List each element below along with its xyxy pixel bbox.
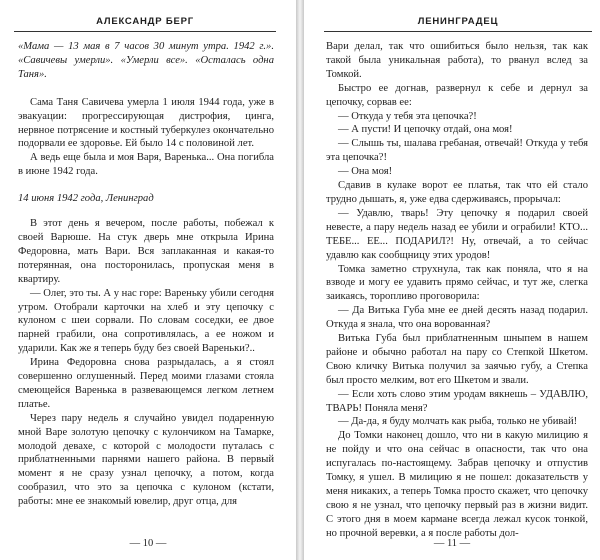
left-text-column (18, 40, 274, 509)
paragraph: Сама Таня Савичева умерла 1 июля 1944 года, уже в эвакуации: прогрессирующая дистрофия, цинга, нервное потрясение и костный туберкулез окончательно подорвали ее здоровье. Ей было 14 с половиной лет. (18, 96, 274, 150)
right-page (304, 0, 600, 560)
paragraph: — Олег, это ты. А у нас горе: Вареньку убили сегодня утром. Отобрали карточки на хлеб и эту цепочку с кулоном с шеи сорвали. По словам соседки, ее двое парней грабили, она сопротивлялась, а ее ножом и ударили. Как же я теперь буду без своей Вареньки?.. (18, 287, 274, 355)
paragraph: Через пару недель я случайно увидел подаренную мной Варе золотую цепочку с кулончиком на Тамарке, молодой девахе, с которой с молодости путалась с приблатненными парнями нашего района. В первый момент я не сразу узнал цепочку, а потом, когда сообразил, что это за цепочка с кулоном (кстати, работы: мне ее знакомый ювелир, друг отца, для (18, 412, 274, 508)
page-number: — 11 — (433, 538, 471, 549)
left-page (0, 0, 296, 560)
diary-quote: «Мама — 13 мая в 7 часов 30 минут утра. 1942 г.». «Савичевы умерли». «Умерли все». «Осталась одна Таня». (18, 41, 274, 80)
paragraph: Быстро ее догнав, развернул к себе и дернул за цепочку, сорвав ее: (326, 82, 588, 108)
dialogue-line: — Да Витька Губа мне ее дней десять назад подарил. Откуда я знала, что она ворованная? (326, 305, 588, 331)
book-title-header: ЛЕНИНГРАДЕЦ (417, 16, 499, 27)
dialogue-line: — А пусти! И цепочку отдай, она моя! (338, 124, 513, 136)
dialogue-line: — Удавлю, тварь! Эту цепочку я подарил своей невесте, а пару недель назад ее убили и ограбили! КТО... ТЕБЕ... ЕЕ... ПОДАРИЛ?! Ну, отвечай, а то сейчас удавлю как сообщницу этих уродов! (326, 207, 588, 261)
paragraph: До Томки наконец дошло, что ни в какую милицию я не пойду и что она сейчас в опасности, так что она испугалась по-настоящему. Забрав цепочку и отпустив Томку, я ушел. В милицию я не пошел: доказательств у меня никаких, а теперь Томка просто скажет, что цепочку свою я не узнал, что цепочку первый раз в жизни видит. С этого дня в моем кармане всегда лежал кусок тонкой, но прочной веревки, а я после работы дол- (326, 430, 588, 539)
right-text-column (326, 40, 588, 541)
section-heading: 14 июня 1942 года, Ленинград (18, 193, 154, 205)
running-header (324, 10, 592, 32)
paragraph: В этот день я вечером, после работы, побежал к своей Варюше. На стук дверь мне открыла Ирина Федоровна, мать Вари. Вся заплаканная и какая-то потерянная, она посторонилась, пропуская меня в квартиру. (18, 218, 274, 285)
header-rule (324, 31, 592, 32)
dialogue-line: — Если хоть слово этим уродам вякнешь – УДАВЛЮ, ТВАРЬ! Поняла меня? (326, 388, 588, 414)
author-header: АЛЕКСАНДР БЕРГ (96, 16, 194, 27)
page-number: — 10 — (129, 538, 167, 549)
paragraph: Ирина Федоровна снова разрыдалась, а я стоял совершенно оглушенный. Перед моими глазами стояла смеющейся Варенька в развевающемся легком летнем платье. (18, 357, 274, 410)
header-rule (14, 31, 276, 32)
paragraph: А ведь еще была и моя Варя, Варенька... Она погибла в июне 1942 года. (18, 152, 274, 178)
paragraph: Сдавив в кулаке ворот ее платья, так что ей стало трудно дышать, я, уже едва сдерживаясь, прорычал: (326, 180, 588, 205)
running-header (14, 10, 276, 32)
dialogue-line: — Слышь ты, шалава гребаная, отвечай! Откуда у тебя эта цепочка?! (326, 138, 588, 164)
paragraph: Томка заметно струхнула, так как поняла, что я на взводе и могу ее удавить прямо сейчас, и тут же, слегка заикаясь, торопливо проговорила: (326, 263, 588, 303)
paragraph: Витька Губа был приблатненным шныпем в нашем районе и обычно работал на пару со Степкой Шкетом. Свою кличку Витька получил за заячью губу, а Степка был просто мелким, вот его Шкетом и звали. (326, 333, 588, 386)
paragraph: Вари делал, так что ошибиться было нельзя, так как такой была уникальная работа), то рванул вслед за Томкой. (326, 41, 588, 80)
dialogue-line: — Да-да, я буду молчать как рыба, только не убивай! (338, 416, 578, 428)
dialogue-line: — Она моя! (338, 166, 393, 178)
book-spine-gutter (296, 0, 304, 560)
dialogue-line: — Откуда у тебя эта цепочка?! (338, 110, 477, 122)
